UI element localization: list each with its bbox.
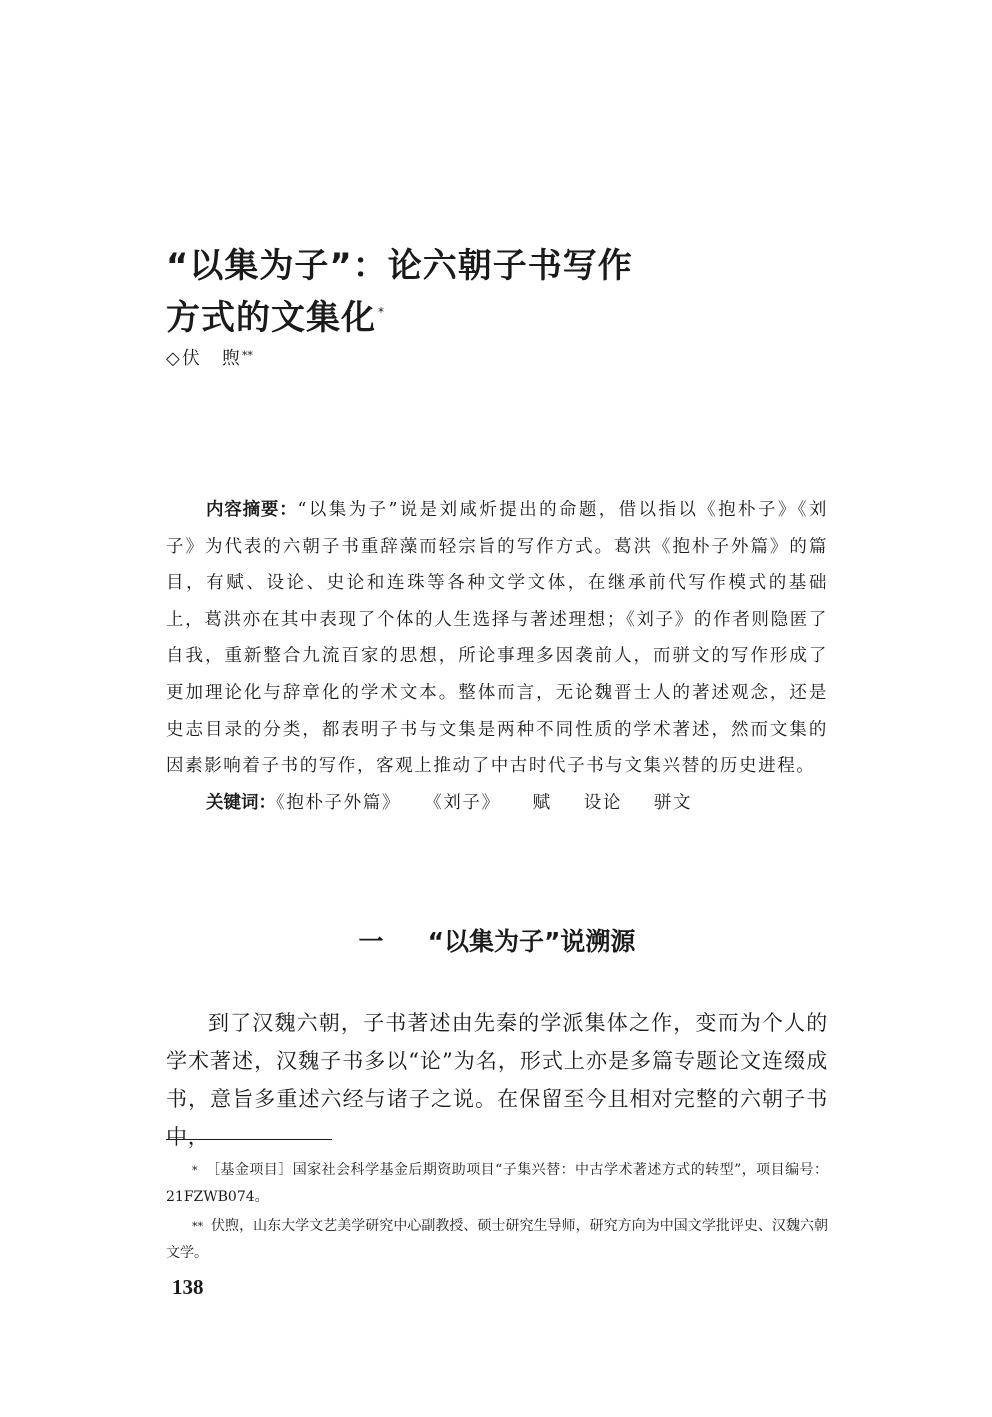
keyword-1: 《抱朴子外篇》 (276, 792, 401, 813)
section-heading (166, 922, 828, 962)
keyword-5: 骈文 (653, 792, 693, 813)
keyword-4: 设论 (583, 792, 622, 813)
abstract-label: 内容摘要： (206, 500, 298, 520)
abstract-block (166, 492, 828, 821)
article-title (166, 240, 806, 344)
keyword-3: 赋 (532, 792, 552, 813)
footnote-divider (166, 1139, 332, 1140)
footnote-1-mark: * (192, 1164, 198, 1177)
body-text (166, 1004, 828, 1156)
author-footnote-mark[interactable]: ** (241, 349, 253, 362)
keyword-2: 《刘子》 (432, 792, 501, 813)
title-footnote-mark[interactable]: * (378, 305, 385, 319)
abstract-text: “以集为子”说是刘咸炘提出的命题，借以指以《抱朴子》《刘子》为代表的六朝子书重辞藻而轻宗旨的写作方式。葛洪《抱朴子外篇》的篇目，有赋、设论、史论和连珠等各种文学文体，在继承前代写作模式的基础上，葛洪亦在其中表现了个体的人生选择与著述理想；《刘子》的作者则隐匿了自我，重新整合九流百家的思想，所论事理多因袭前人，而骈文的写作形成了更加理论化与辞章化的学术文本。整体而言，无论魏晋士人的著述观念，还是史志目录的分类，都表明子书与文集是两种不同性质的学术著述，然而文集的因素影响着子书的写作，客观上推动了中古时代子书与文集兴替的历史进程。 (166, 500, 828, 777)
keywords-paragraph (166, 785, 828, 822)
body-paragraph: 到了汉魏六朝，子书著述由先秦的学派集体之作，变而为个人的学术著述，汉魏子书多以“论”为名，形式上亦是多篇专题论文连缀成书，意旨多重述六经与诸子之说。在保留至今且相对完整的六朝子书中， (166, 1011, 828, 1149)
footnote-1 (166, 1157, 828, 1210)
section-title: “以集为子”说溯源 (427, 927, 636, 956)
page-number: 138 (172, 1275, 204, 1299)
title-line-2 (166, 292, 806, 344)
author-line (166, 346, 253, 372)
footnote-2-text: 伏煦，山东大学文艺美学研究中心副教授、硕士研究生导师，研究方向为中国文学批评史、汉魏六朝文学。 (166, 1218, 828, 1261)
section-number: 一 (358, 927, 384, 956)
diamond-icon: ◇ (166, 348, 182, 369)
footnote-2 (166, 1213, 828, 1266)
footnote-2-mark: ** (192, 1220, 203, 1233)
keywords-label: 关键词： (206, 792, 276, 813)
title-line-2-text: 方式的文集化 (166, 298, 376, 338)
title-line-1: “以集为子”：论六朝子书写作 (166, 246, 633, 286)
abstract-paragraph (166, 492, 828, 785)
author-name: 伏 煦 (181, 348, 242, 369)
footnote-1-text: ［基金项目］国家社会科学基金后期资助项目“子集兴替：中古学术著述方式的转型”，项目编号：21FZWB074。 (166, 1162, 828, 1205)
footnotes (166, 1157, 828, 1269)
